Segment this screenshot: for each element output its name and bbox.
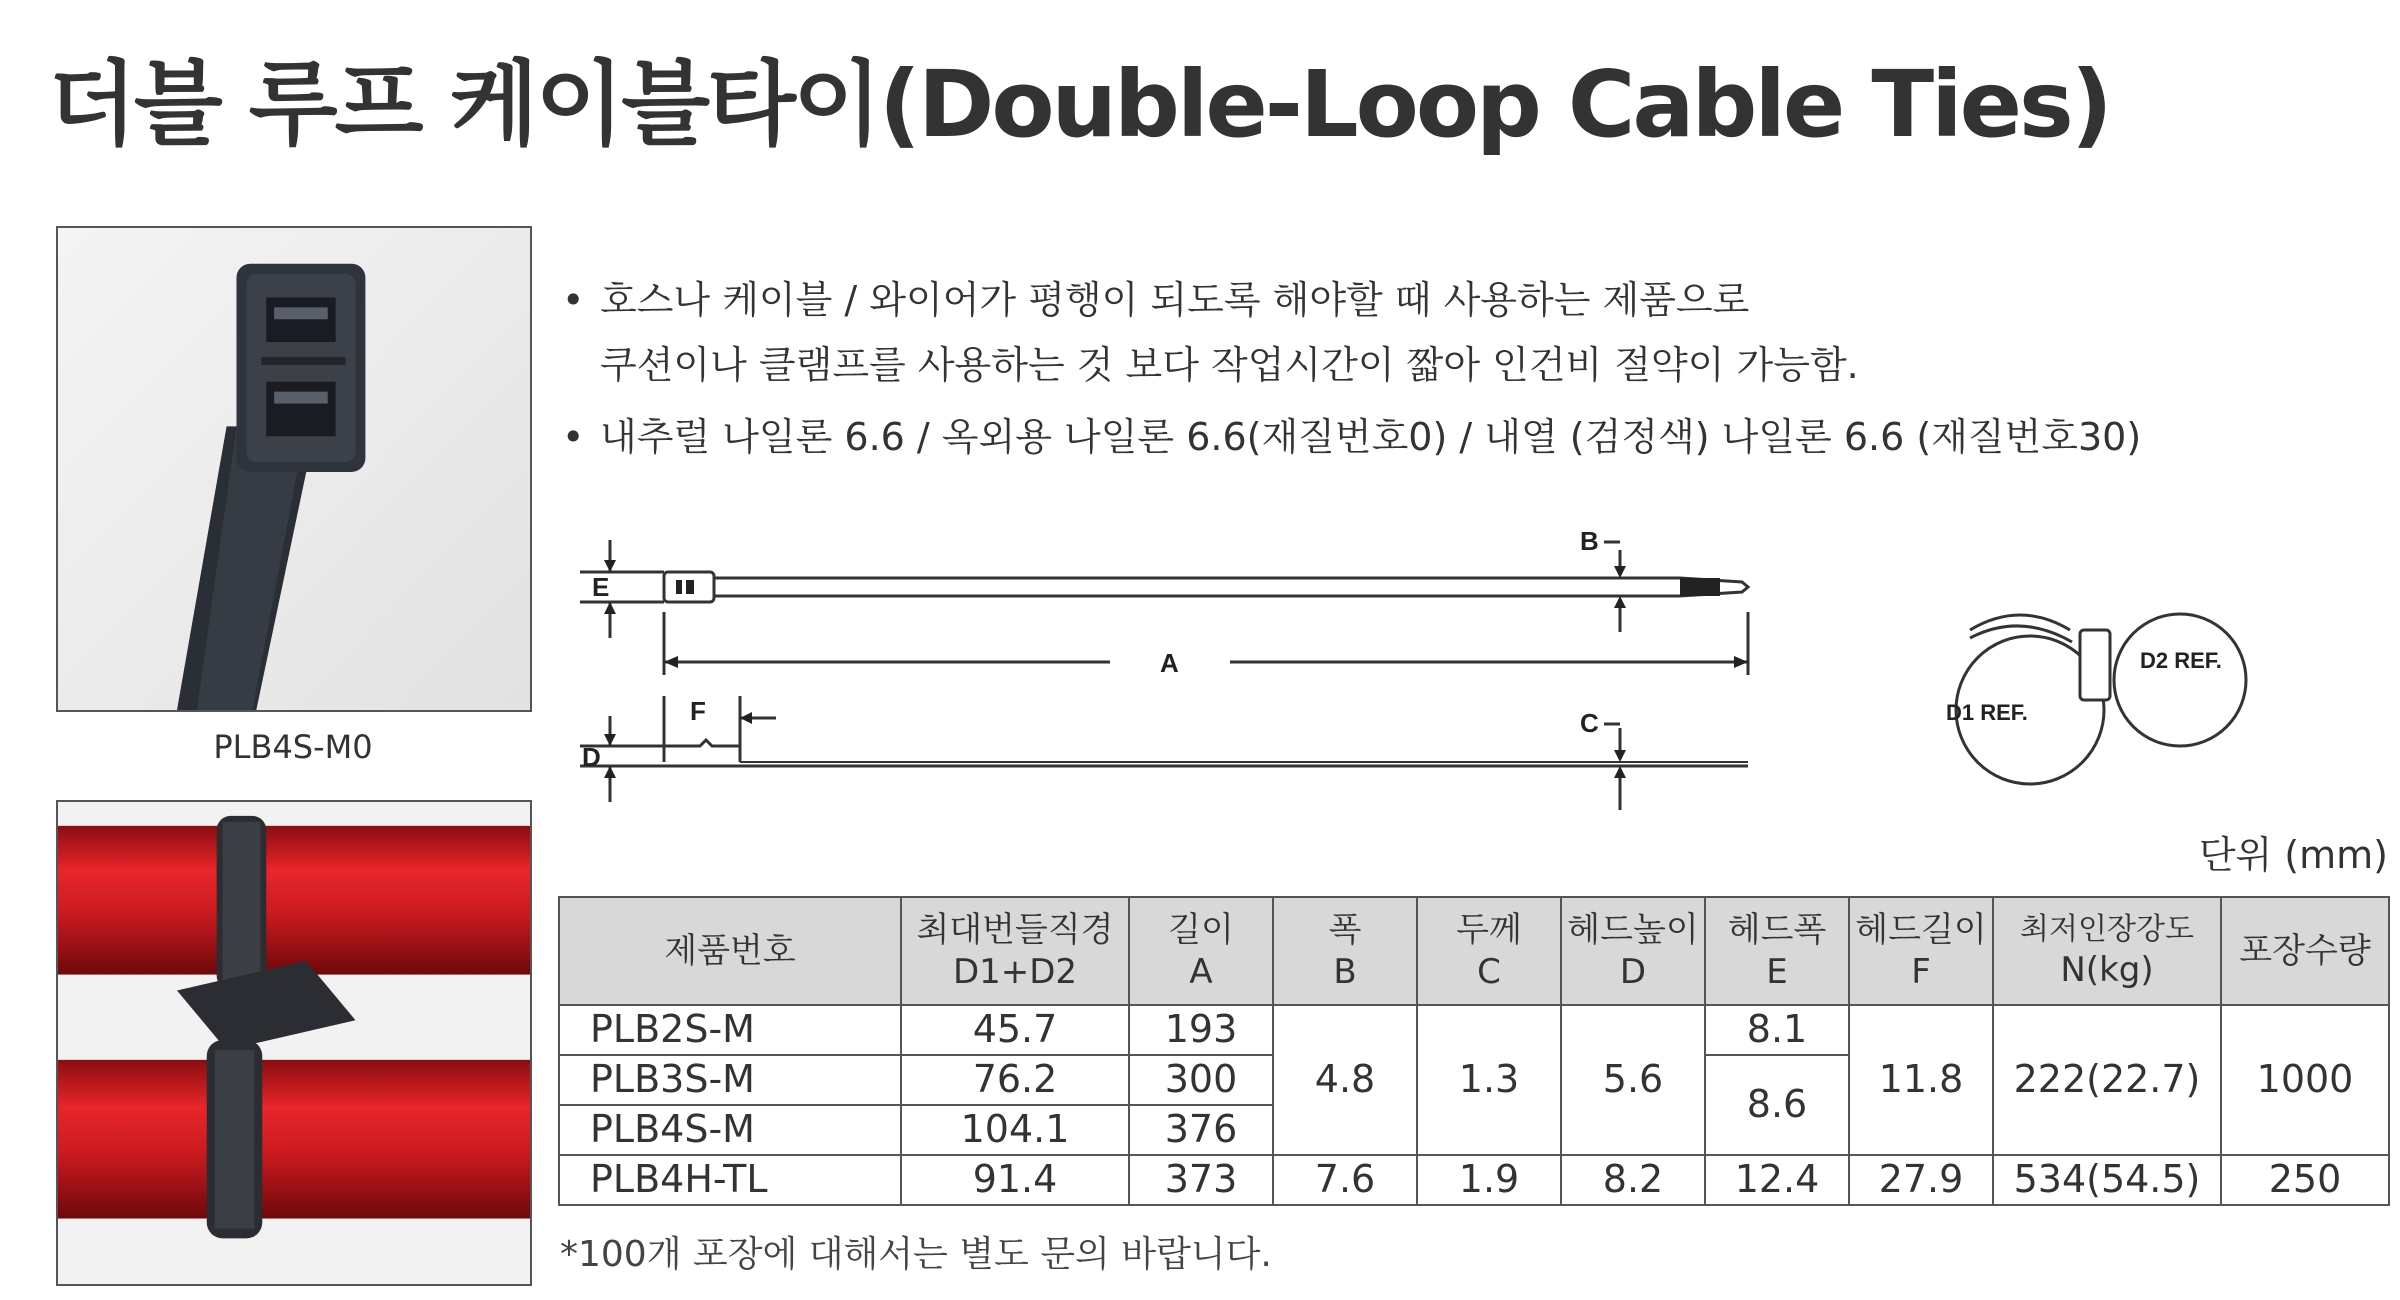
footnote: *100개 포장에 대해서는 별도 문의 바랍니다. <box>560 1234 1272 1275</box>
length-cell: 376 <box>1129 1105 1273 1155</box>
header-cell: 폭 B <box>1273 897 1417 1005</box>
bullet-line: 쿠션이나 클램프를 사용하는 것 보다 작업시간이 짧아 인건비 절약이 가능함. <box>600 342 1859 387</box>
bundle-cell: 91.4 <box>901 1155 1129 1205</box>
header-cell: 헤드길이 F <box>1849 897 1993 1005</box>
thickness-cell: 1.9 <box>1417 1155 1561 1205</box>
qty-cell: 1000 <box>2221 1005 2389 1155</box>
qty-cell: 250 <box>2221 1155 2389 1205</box>
loop-diagram <box>1940 590 2260 790</box>
header-cell: 헤드폭 E <box>1705 897 1849 1005</box>
cable-tie-on-pipes-photo <box>56 800 532 1286</box>
head-width-cell: 8.1 <box>1705 1005 1849 1055</box>
header-cell: 헤드높이 D <box>1561 897 1705 1005</box>
head-length-cell: 27.9 <box>1849 1155 1993 1205</box>
loop-label-d2: D2 REF. <box>2140 648 2222 673</box>
length-cell: 193 <box>1129 1005 1273 1055</box>
dimension-diagram <box>570 520 1770 820</box>
model-cell: PLB3S-M <box>559 1055 901 1105</box>
length-cell: 373 <box>1129 1155 1273 1205</box>
model-cell: PLB4S-M <box>559 1105 901 1155</box>
dim-label-c: C <box>1580 708 1599 738</box>
header-cell: 제품번호 <box>559 897 901 1005</box>
unit-label: 단위 (mm) <box>2198 833 2388 877</box>
cable-tie-icon <box>58 228 530 710</box>
width-cell: 7.6 <box>1273 1155 1417 1205</box>
table-row <box>559 1005 2389 1055</box>
head-width-cell: 12.4 <box>1705 1155 1849 1205</box>
dim-label-a: A <box>1160 648 1179 678</box>
head-height-cell: 8.2 <box>1561 1155 1705 1205</box>
table-row <box>559 1155 2389 1205</box>
bundle-cell: 76.2 <box>901 1055 1129 1105</box>
bullet-item <box>562 405 2141 470</box>
length-cell: 300 <box>1129 1055 1273 1105</box>
spec-table <box>558 896 2390 1206</box>
model-cell: PLB2S-M <box>559 1005 901 1055</box>
width-cell: 4.8 <box>1273 1005 1417 1155</box>
bullet-item <box>562 268 2141 397</box>
bundle-cell: 104.1 <box>901 1105 1129 1155</box>
dim-label-e: E <box>592 572 610 602</box>
header-cell: 두께 C <box>1417 897 1561 1005</box>
page-title: 더블 루프 케이블타이(Double-Loop Cable Ties) <box>48 51 2110 158</box>
head-height-cell: 5.6 <box>1561 1005 1705 1155</box>
dim-label-f: F <box>690 696 706 726</box>
head-width-cell: 8.6 <box>1705 1055 1849 1155</box>
description-bullets <box>562 268 2141 470</box>
tensile-cell: 534(54.5) <box>1993 1155 2221 1205</box>
header-cell: 포장수량 <box>2221 897 2389 1005</box>
bullet-line: • 내추럴 나일론 6.6 / 옥외용 나일론 6.6(재질번호0) / 내열 (검정색) 나일론 6.6 (재질번호30) <box>600 415 2142 460</box>
header-cell: 길이 A <box>1129 897 1273 1005</box>
cable-tie-photo <box>56 226 532 712</box>
photo-caption: PLB4S-M0 <box>213 728 373 766</box>
dim-label-d: D <box>582 742 601 772</box>
cable-tie-pipes-icon <box>58 802 530 1284</box>
tensile-cell: 222(22.7) <box>1993 1005 2221 1155</box>
bullet-line: • 호스나 케이블 / 와이어가 평행이 되도록 해야할 때 사용하는 제품으로 <box>600 278 1750 322</box>
model-cell: PLB4H-TL <box>559 1155 901 1205</box>
table-header-row <box>559 897 2389 1005</box>
head-length-cell: 11.8 <box>1849 1005 1993 1155</box>
header-cell: 최대번들직경 D1+D2 <box>901 897 1129 1005</box>
thickness-cell: 1.3 <box>1417 1005 1561 1155</box>
bundle-cell: 45.7 <box>901 1005 1129 1055</box>
header-cell: 최저인장강도 N(kg) <box>1993 897 2221 1005</box>
loop-label-d1: D1 REF. <box>1946 700 2028 725</box>
dim-label-b: B <box>1580 526 1599 556</box>
